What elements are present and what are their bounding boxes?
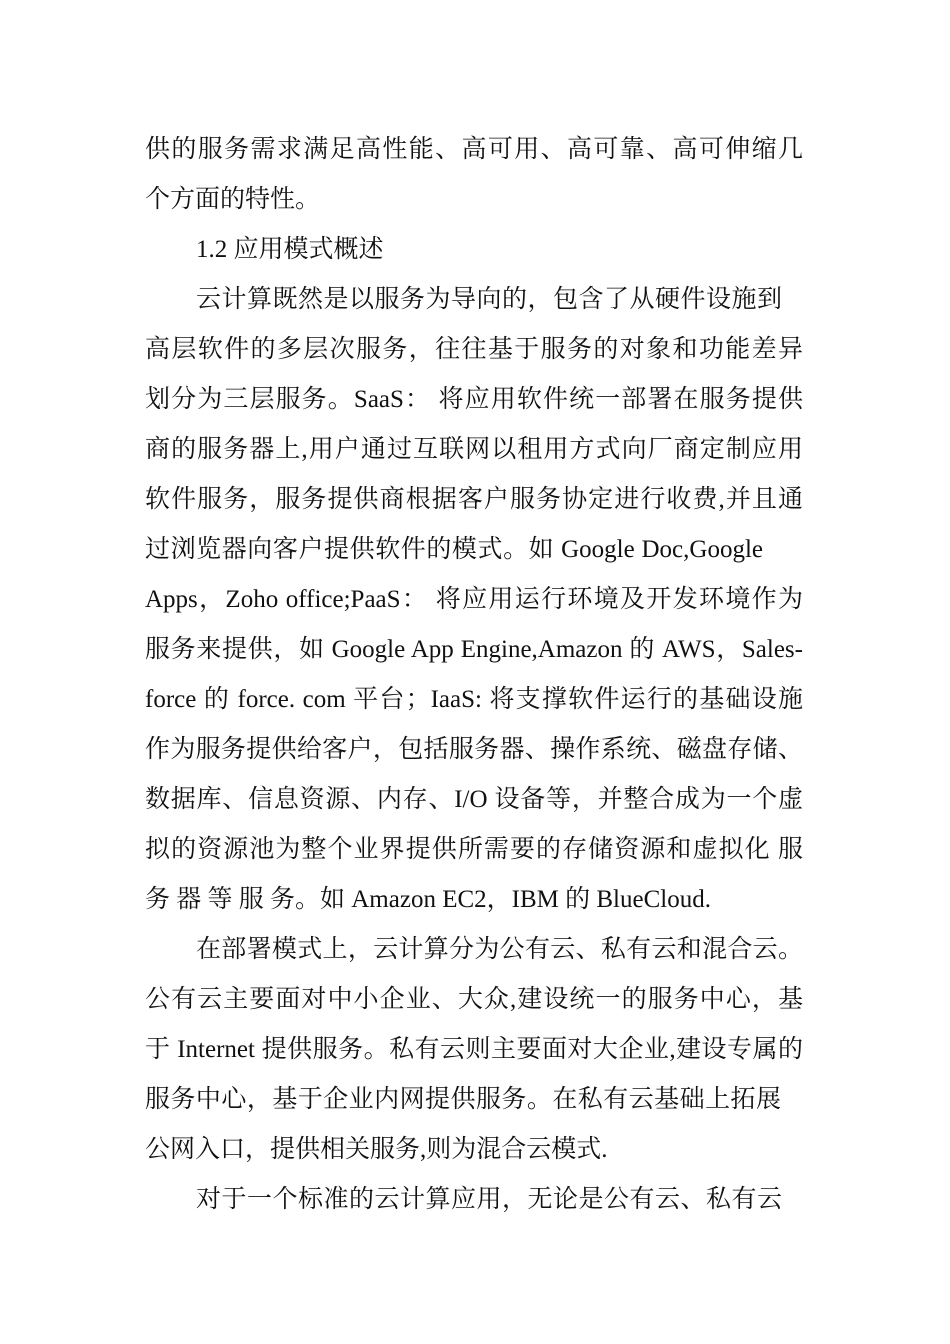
paragraph-line: 划分为三层服务。SaaS： 将应用软件统一部署在服务提供 (145, 386, 803, 413)
paragraph-line: 个方面的特性。 (145, 186, 321, 213)
paragraph-line: 对于一个标准的云计算应用，无论是公有云、私有云 (196, 1186, 782, 1213)
paragraph-line: 过浏览器向客户提供软件的模式。如 Google Doc,Google (145, 536, 763, 563)
paragraph-line: 高层软件的多层次服务，往往基于服务的对象和功能差异 (145, 336, 803, 363)
paragraph-line: 务 器 等 服 务。如 Amazon EC2，IBM 的 BlueCloud. (145, 886, 711, 913)
section-heading: 1.2 应用模式概述 (196, 236, 384, 263)
paragraph-line: 作为服务提供给客户，包括服务器、操作系统、磁盘存储、 (145, 736, 803, 763)
paragraph-line: 在部署模式上，云计算分为公有云、私有云和混合云。 (196, 936, 803, 963)
paragraph-line: 拟的资源池为整个业界提供所需要的存储资源和虚拟化 服 (145, 836, 803, 863)
paragraph-line: 公网入口，提供相关服务,则为混合云模式. (145, 1136, 608, 1163)
paragraph-line: 数据库、信息资源、内存、I/O 设备等，并整合成为一个虚 (145, 786, 803, 813)
paragraph-line: 公有云主要面对中小企业、大众,建设统一的服务中心，基 (145, 986, 803, 1013)
paragraph-line: Apps，Zoho office;PaaS： 将应用运行环境及开发环境作为 (145, 586, 803, 613)
paragraph-line: 软件服务，服务提供商根据客户服务协定进行收费,并且通 (145, 486, 803, 513)
paragraph-line: 云计算既然是以服务为导向的，包含了从硬件设施到 (196, 286, 782, 313)
paragraph-line: 服务中心，基于企业内网提供服务。在私有云基础上拓展 (145, 1086, 781, 1113)
paragraph-line: 商的服务器上,用户通过互联网以租用方式向厂商定制应用 (145, 436, 803, 463)
paragraph-line: force 的 force. com 平台；IaaS: 将支撑软件运行的基础设施 (145, 686, 803, 713)
paragraph-line: 于 Internet 提供服务。私有云则主要面对大企业,建设专属的 (145, 1036, 803, 1063)
paragraph-line: 服务来提供，如 Google App Engine,Amazon 的 AWS，Sales- (145, 636, 803, 663)
paragraph-line: 供的服务需求满足高性能、高可用、高可靠、高可伸缩几 (145, 136, 803, 163)
